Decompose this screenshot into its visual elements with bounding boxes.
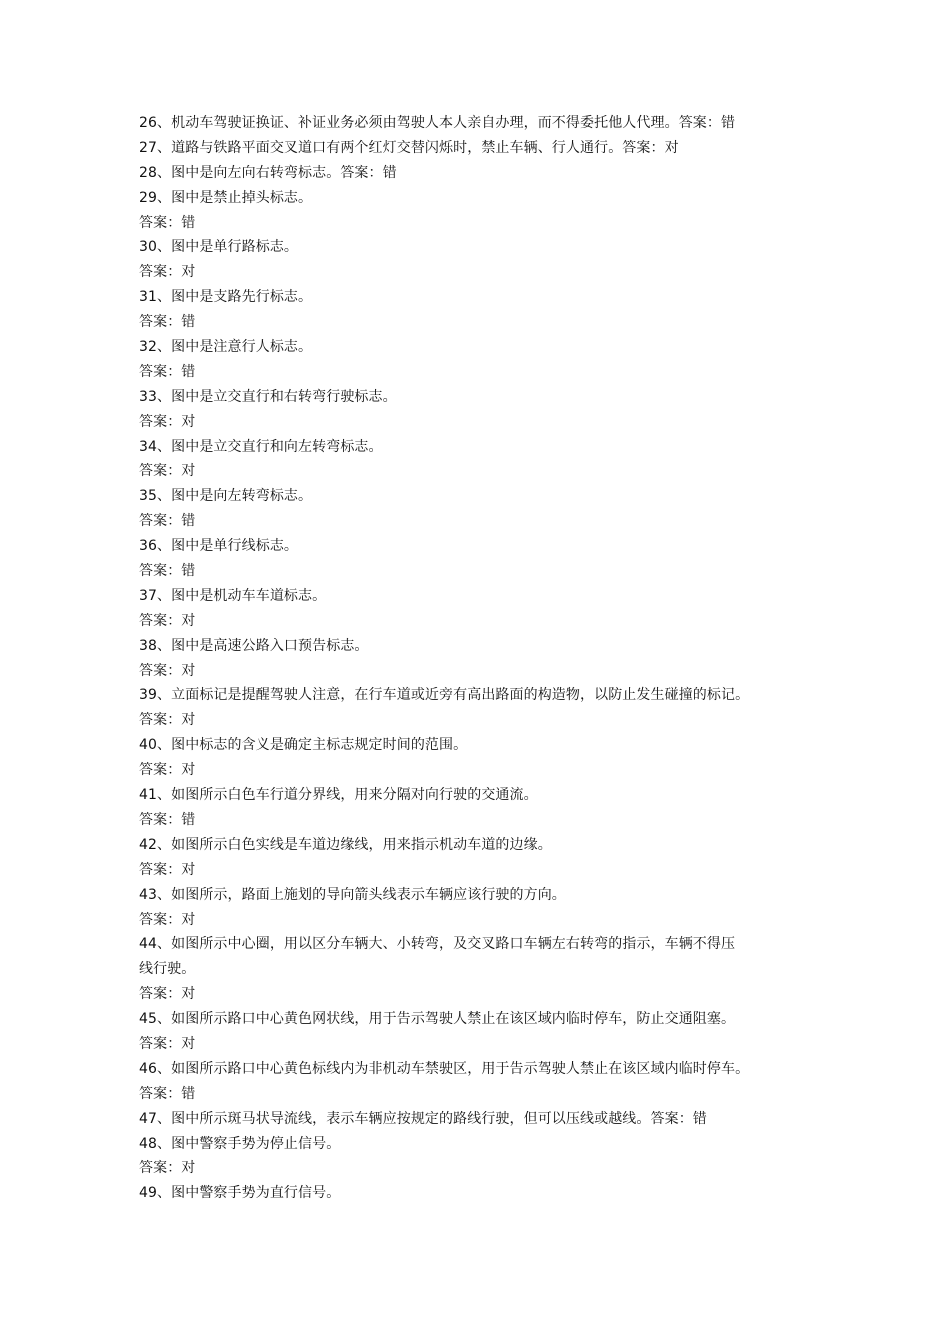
answer-line: 答案：对: [139, 1035, 196, 1052]
answer-line: 答案：对: [139, 662, 196, 679]
text-line: 32、图中是注意行人标志。: [139, 339, 313, 356]
answer-line: 答案：对: [139, 264, 196, 281]
answer-line: 答案：错: [139, 214, 196, 231]
text-line: 线行驶。: [139, 961, 196, 978]
text-line: 42、如图所示白色实线是车道边缘线，用来指示机动车道的边缘。: [139, 836, 552, 853]
text-line: 37、图中是机动车车道标志。: [139, 587, 327, 604]
text-line: 34、图中是立交直行和向左转弯标志。: [139, 438, 383, 455]
text-line: 48、图中警察手势为停止信号。: [139, 1135, 341, 1152]
text-line: 36、图中是单行线标志。: [139, 538, 299, 555]
text-line: 47、图中所示斑马状导流线，表示车辆应按规定的路线行驶，但可以压线或越线。答案：错: [139, 1110, 707, 1127]
text-line: 28、图中是向左向右转弯标志。答案：错: [139, 164, 397, 181]
answer-line: 答案：对: [139, 612, 196, 629]
text-line: 38、图中是高速公路入口预告标志。: [139, 637, 369, 654]
text-line: 33、图中是立交直行和右转弯行驶标志。: [139, 388, 397, 405]
answer-line: 答案：对: [139, 762, 196, 779]
text-line: 39、立面标记是提醒驾驶人注意，在行车道或近旁有高出路面的构造物，以防止发生碰撞的标记。: [139, 687, 750, 704]
answer-line: 答案：错: [139, 314, 196, 331]
text-line: 29、图中是禁止掉头标志。: [139, 189, 313, 206]
answer-line: 答案：对: [139, 463, 196, 480]
answer-line: 答案：错: [139, 513, 196, 530]
answer-line: 答案：错: [139, 563, 196, 580]
text-line: 26、机动车驾驶证换证、补证业务必须由驾驶人本人亲自办理，而不得委托他人代理。答案：错: [139, 115, 736, 131]
text-line: 45、如图所示路口中心黄色网状线，用于告示驾驶人禁止在该区域内临时停车，防止交通阻塞。: [139, 1011, 736, 1028]
answer-line: 答案：对: [139, 911, 196, 928]
answer-line: 答案：对: [139, 1160, 196, 1177]
text-line: 30、图中是单行路标志。: [139, 239, 299, 256]
text-line: 40、图中标志的含义是确定主标志规定时间的范围。: [139, 737, 468, 754]
answer-line: 答案：对: [139, 861, 196, 878]
answer-line: 答案：错: [139, 363, 196, 380]
text-line: 41、如图所示白色车行道分界线，用来分隔对向行驶的交通流。: [139, 787, 538, 804]
answer-line: 答案：对: [139, 986, 196, 1003]
text-line: 27、道路与铁路平面交叉道口有两个红灯交替闪烁时，禁止车辆、行人通行。答案：对: [139, 139, 679, 156]
answer-line: 答案：错: [139, 811, 196, 828]
text-line: 31、图中是支路先行标志。: [139, 289, 313, 306]
answer-line: 答案：错: [139, 1085, 196, 1102]
text-line: 44、如图所示中心圈，用以区分车辆大、小转弯，及交叉路口车辆左右转弯的指示，车辆不得压: [139, 936, 736, 953]
text-line: 35、图中是向左转弯标志。: [139, 488, 313, 505]
answer-line: 答案：对: [139, 712, 196, 729]
text-line: 49、图中警察手势为直行信号。: [139, 1185, 341, 1202]
text-line: 46、如图所示路口中心黄色标线内为非机动车禁驶区，用于告示驾驶人禁止在该区域内临时停车。: [139, 1060, 750, 1077]
text-line: 43、如图所示，路面上施划的导向箭头线表示车辆应该行驶的方向。: [139, 886, 566, 903]
question-list: [139, 111, 839, 1206]
answer-line: 答案：对: [139, 413, 196, 430]
